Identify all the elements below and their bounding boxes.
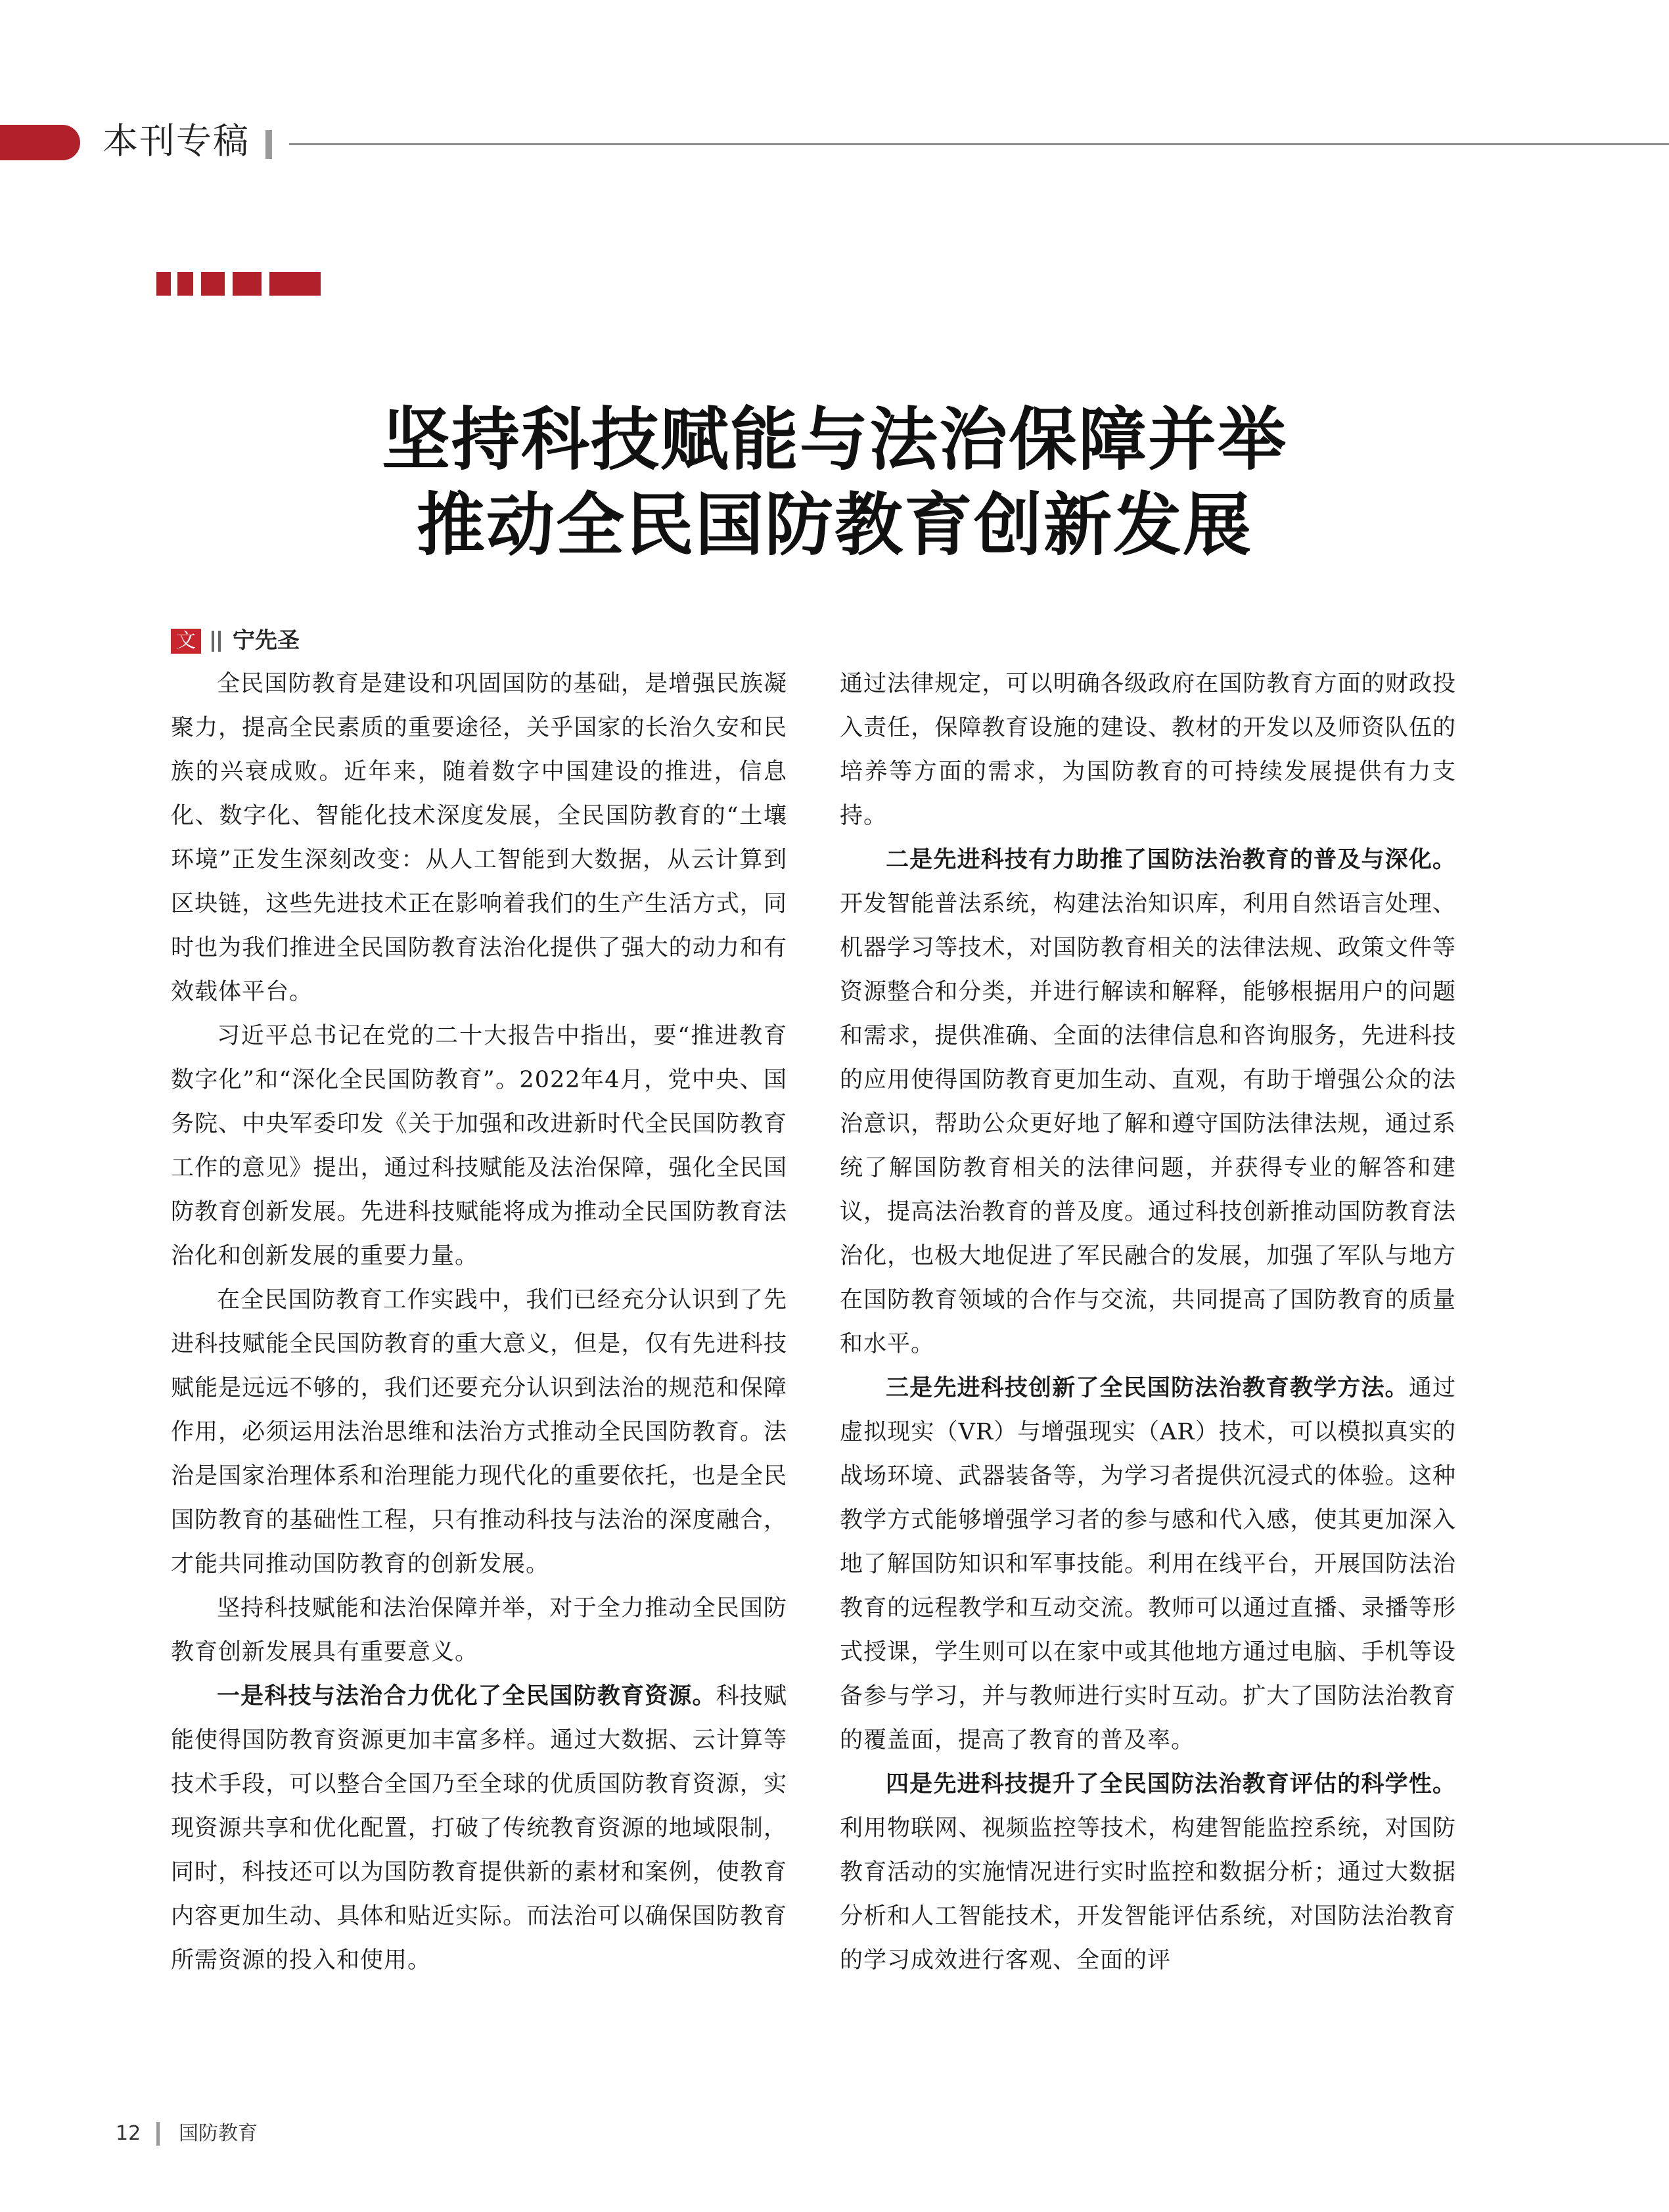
section-label: 本刊专稿 <box>103 120 250 162</box>
paragraph <box>171 1675 787 1983</box>
decorative-block <box>233 272 262 296</box>
footer-divider <box>156 2122 160 2146</box>
paragraph <box>171 1014 787 1278</box>
page-number: 12 <box>116 2122 141 2145</box>
paragraph-text: 开发智能普法系统，构建法治知识库，利用自然语言处理、机器学习等技术，对国防教育相关的法律法规、政策文件等资源整合和分类，并进行解读和解释，能够根据用户的问题和需求，提供准确、全面的法律信息和咨询服务，先进科技的应用使得国防教育更加生动、直观，有助于增强公众的法治意识，帮助公众更好地了解和遵守国防法律法规，通过系统了解国防教育相关的法律问题，并获得专业的解答和建议，提高法治教育的普及度。通过科技创新推动国防教育法治化，也极大地促进了军民融合的发展，加强了军队与地方在国防教育领域的合作与交流，共同提高了国防教育的质量和水平。 <box>840 891 1456 1357</box>
paragraph <box>840 1366 1456 1763</box>
decorative-block <box>177 272 193 296</box>
author-name: 宁先圣 <box>233 627 300 654</box>
paragraph-text: 习近平总书记在党的二十大报告中指出，要“推进教育数字化”和“深化全民国防教育”。2022年4月，党中央、国务院、中央军委印发《关于加强和改进新时代全民国防教育工作的意见》提出，通过科技赋能及法治保障，强化全民国防教育创新发展。先进科技赋能将成为推动全民国防教育法治化和创新发展的重要力量。 <box>171 1023 787 1269</box>
paragraph <box>840 838 1456 1366</box>
paragraph <box>171 1278 787 1587</box>
article-column-right <box>840 662 1456 2068</box>
paragraph <box>171 662 787 1014</box>
paragraph-lead: 二是先进科技有力助推了国防法治教育的普及与深化。 <box>886 847 1456 873</box>
byline-separator <box>212 631 214 652</box>
decorative-block <box>201 272 225 296</box>
magazine-name: 国防教育 <box>179 2122 258 2145</box>
paragraph-text: 通过虚拟现实（VR）与增强现实（AR）技术，可以模拟真实的战场环境、武器装备等，为学习者提供沉浸式的体验。这种教学方式能够增强学习者的参与感和代入感，使其更加深入地了解国防知识和军事技能。利用在线平台，开展国防法治教育的远程教学和互动交流。教师可以通过直播、录播等形式授课，学生则可以在家中或其他地方通过电脑、手机等设备参与学习，并与教师进行实时互动。扩大了国防法治教育的覆盖面，提高了教育的普及率。 <box>840 1375 1456 1753</box>
section-marker-pill <box>0 125 80 160</box>
article-title-line-1: 坚持科技赋能与法治保障并举 <box>381 399 1287 480</box>
byline-separator <box>218 631 221 652</box>
decorative-block <box>156 272 171 296</box>
paragraph-text: 利用物联网、视频监控等技术，构建智能监控系统，对国防教育活动的实施情况进行实时监控和数据分析；通过大数据分析和人工智能技术，开发智能评估系统，对国防法治教育的学习成效进行客观、全面的评 <box>840 1815 1456 1974</box>
paragraph-text: 在全民国防教育工作实践中，我们已经充分认识到了先进科技赋能全民国防教育的重大意义，但是，仅有先进科技赋能是远远不够的，我们还要充分认识到法治的规范和保障作用，必须运用法治思维和法治方式推动全民国防教育。法治是国家治理体系和治理能力现代化的重要依托，也是全民国防教育的基础性工程，只有推动科技与法治的深度融合，才能共同推动国防教育的创新发展。 <box>171 1287 787 1577</box>
decorative-block <box>269 272 321 296</box>
paragraph-text: 科技赋能使得国防教育资源更加丰富多样。通过大数据、云计算等技术手段，可以整合全国乃至全球的优质国防教育资源，实现资源共享和优化配置，打破了传统教育资源的地域限制，同时，科技还可以为国防教育提供新的素材和案例，使教育内容更加生动、具体和贴近实际。而法治可以确保国防教育所需资源的投入和使用。 <box>171 1683 787 1974</box>
article-title-line-2: 推动全民国防教育创新发展 <box>416 485 1252 565</box>
byline-tag: 文 <box>171 629 201 654</box>
paragraph-lead: 一是科技与法治合力优化了全民国防教育资源。 <box>217 1683 716 1709</box>
paragraph-text: 通过法律规定，可以明确各级政府在国防教育方面的财政投入责任，保障教育设施的建设、教材的开发以及师资队伍的培养等方面的需求，为国防教育的可持续发展提供有力支持。 <box>840 671 1456 829</box>
paragraph <box>840 662 1456 838</box>
header-rule <box>289 143 1669 145</box>
paragraph <box>840 1763 1456 1983</box>
section-label-divider <box>265 130 272 159</box>
paragraph-text: 坚持科技赋能和法治保障并举，对于全力推动全民国防教育创新发展具有重要意义。 <box>171 1595 787 1665</box>
paragraph-lead: 四是先进科技提升了全民国防法治教育评估的科学性。 <box>886 1771 1456 1797</box>
paragraph-text: 全民国防教育是建设和巩固国防的基础，是增强民族凝聚力，提高全民素质的重要途径，关乎国家的长治久安和民族的兴衰成败。近年来，随着数字中国建设的推进，信息化、数字化、智能化技术深度发展，全民国防教育的“土壤环境”正发生深刻改变：从人工智能到大数据，从云计算到区块链，这些先进技术正在影响着我们的生产生活方式，同时也为我们推进全民国防教育法治化提供了强大的动力和有效载体平台。 <box>171 671 787 1005</box>
paragraph <box>171 1587 787 1675</box>
article-column-left <box>171 662 787 2068</box>
paragraph-lead: 三是先进科技创新了全民国防法治教育教学方法。 <box>886 1375 1409 1401</box>
